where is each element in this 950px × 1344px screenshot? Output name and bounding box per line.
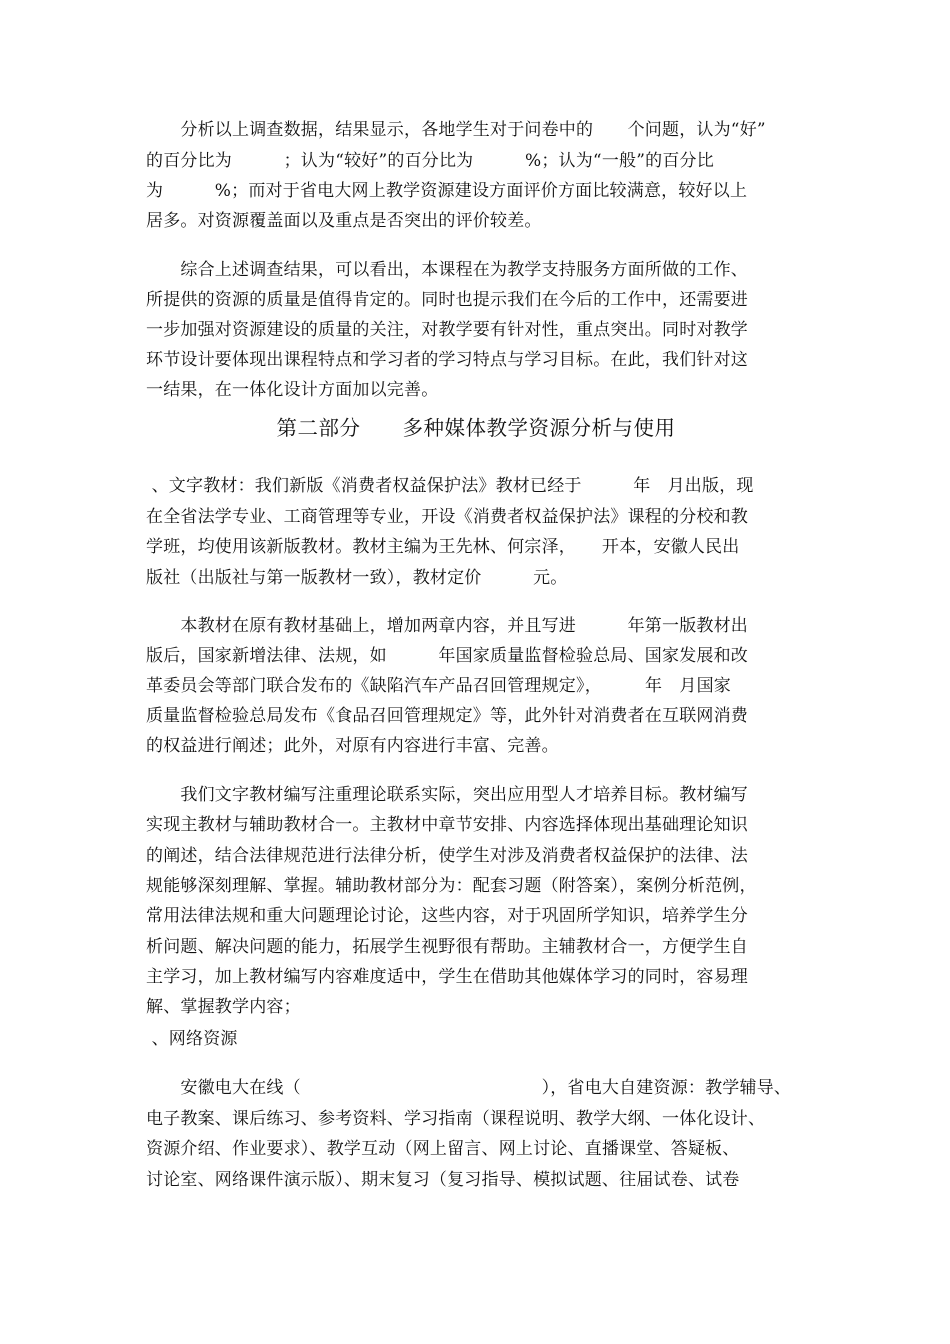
text-line: 综合上述调查结果，可以看出，本课程在为教学支持服务方面所做的工作、 [146,260,748,280]
text-line: 环节设计要体现出课程特点和学习者的学习特点与学习目标。在此，我们针对这 [146,350,748,370]
text-line: 资源介绍、作业要求）、教学互动（网上留言、网上讨论、直播课堂、答疑板、 [146,1139,740,1159]
text-line: 常用法律法规和重大问题理论讨论，这些内容，对于巩固所学知识，培养学生分 [146,906,748,926]
text-line: 的百分比为 ；认为“较好”的百分比为 %；认为“一般”的百分比 [146,151,714,171]
text-line: 为 %；而对于省电大网上教学资源建设方面评价方面比较满意，较好以上 [146,181,748,201]
text-line: 实现主教材与辅助教材合一。主教材中章节安排、内容选择体现出基础理论知识 [146,815,748,835]
text-line: 规能够深刻理解、掌握。辅助教材部分为：配套习题（附答案），案例分析范例， [146,876,757,896]
text-line: 版社（出版社与第一版教材一致），教材定价 元。 [146,568,568,588]
text-line: 革委员会等部门联合发布的《缺陷汽车产品召回管理规定》， 年 月国家 [146,676,731,696]
text-line: 版后，国家新增法律、法规，如 年国家质量监督检验总局、国家发展和改 [146,646,748,666]
text-line: 分析以上调查数据，结果显示，各地学生对于问卷中的 个问题，认为“好” [146,120,766,140]
text-line: 的阐述，结合法律规范进行法律分析，使学生对涉及消费者权益保护的法律、法 [146,846,748,866]
text-line: 我们文字教材编写注重理论联系实际，突出应用型人才培养目标。教材编写 [146,785,748,805]
text-line: 本教材在原有教材基础上，增加两章内容，并且写进 年第一版教材出 [146,616,748,636]
text-line: 所提供的资源的质量是值得肯定的。同时也提示我们在今后的工作中，还需要进 [146,290,748,310]
text-line: 、网络资源 [146,1029,238,1049]
text-line: 解、掌握教学内容； [146,997,301,1017]
text-line: 、文字教材：我们新版《消费者权益保护法》教材已经于 年 月出版，现 [146,476,754,496]
text-line: 一步加强对资源建设的质量的关注，对教学要有针对性，重点突出。同时对教学 [146,320,748,340]
text-line: 电子教案、课后练习、参考资料、学习指南（课程说明、教学大纲、一体化设计、 [146,1109,766,1129]
text-line: 安徽电大在线（ ），省电大自建资源：教学辅导、 [146,1078,792,1098]
text-line: 质量监督检验总局发布《食品召回管理规定》等，此外针对消费者在互联网消费 [146,706,748,726]
text-line: 主学习，加上教材编写内容难度适中，学生在借助其他媒体学习的同时，容易理 [146,967,748,987]
text-line: 一结果，在一体化设计方面加以完善。 [146,380,439,400]
text-line: 居多。对资源覆盖面以及重点是否突出的评价较差。 [146,211,542,231]
text-line: 析问题、解决问题的能力，拓展学生视野很有帮助。主辅教材合一，方便学生自 [146,937,748,957]
text-line: 的权益进行阐述；此外，对原有内容进行丰富、完善。 [146,736,559,756]
text-line: 讨论室、网络课件演示版）、期末复习（复习指导、模拟试题、往届试卷、试卷 [146,1170,740,1190]
text-line: 在全省法学专业、工商管理等专业，开设《消费者权益保护法》课程的分校和教 [146,507,748,527]
section-heading: 第二部分 多种媒体教学资源分析与使用 [276,416,676,440]
text-line: 学班，均使用该新版教材。教材主编为王先林、何宗泽， 开本，安徽人民出 [146,537,740,557]
